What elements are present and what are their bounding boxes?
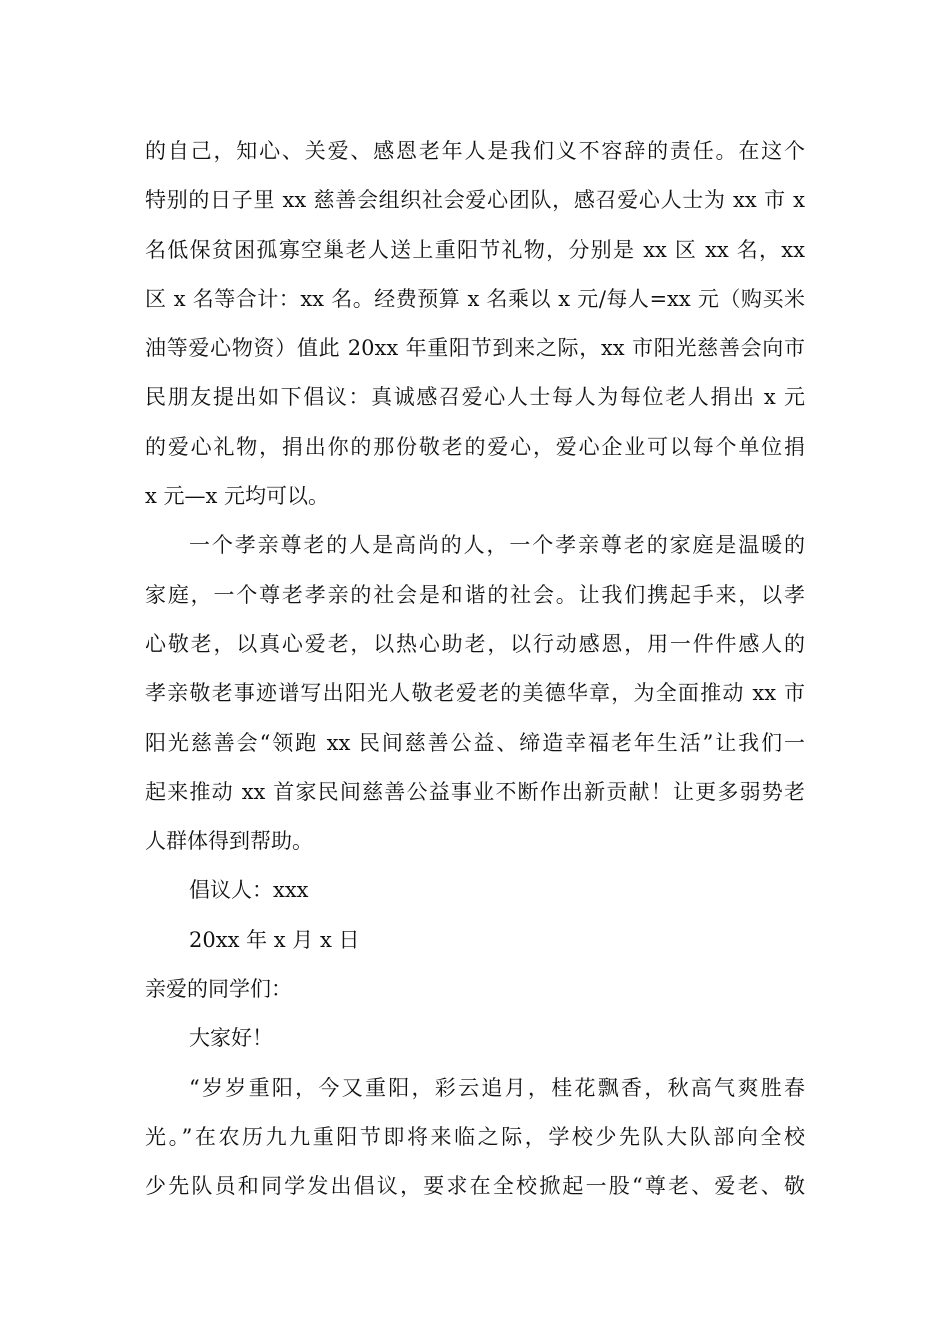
paragraph-2-line-1: 一个孝亲尊老的人是高尚的人，一个孝亲尊老的家庭是温暖的 bbox=[189, 533, 805, 558]
paragraph-2-line-4: 孝亲敬老事迹谱写出阳光人敬老爱老的美德华章，为全面推动 xx 市 bbox=[145, 681, 805, 706]
date-line: 20xx 年 x 月 x 日 bbox=[189, 927, 360, 952]
paragraph-2-line-6: 起来推动 xx 首家民间慈善公益事业不断作出新贡献！让更多弱势老 bbox=[145, 779, 805, 804]
paragraph-1-line-7: 的爱心礼物，捐出你的那份敬老的爱心，爱心企业可以每个单位捐 bbox=[145, 434, 805, 459]
paragraph-3-line-1: “岁岁重阳，今又重阳，彩云追月，桂花飘香，秋高气爽胜春 bbox=[189, 1075, 805, 1100]
salutation-line: 亲爱的同学们： bbox=[145, 977, 292, 1002]
paragraph-2-line-3: 心敬老，以真心爱老，以热心助老，以行动感恩，用一件件感人的 bbox=[145, 631, 805, 656]
document-body bbox=[145, 127, 805, 1212]
paragraph-1-line-5: 油等爱心物资）值此 20xx 年重阳节到来之际，xx 市阳光慈善会向市 bbox=[145, 336, 805, 361]
paragraph-2-line-2: 家庭，一个尊老孝亲的社会是和谐的社会。让我们携起手来，以孝 bbox=[145, 582, 805, 607]
paragraph-3-line-3: 少先队员和同学发出倡议，要求在全校掀起一股“尊老、爱老、敬 bbox=[145, 1174, 805, 1199]
paragraph-2-line-5: 阳光慈善会“领跑 xx 民间慈善公益、缔造幸福老年生活”让我们一 bbox=[145, 730, 805, 755]
paragraph-1-line-1: 的自己，知心、关爱、感恩老年人是我们义不容辞的责任。在这个 bbox=[145, 139, 805, 163]
signature-line: 倡议人：xxx bbox=[189, 878, 309, 903]
paragraph-3-line-2: 光。”在农历九九重阳节即将来临之际，学校少先队大队部向全校 bbox=[145, 1124, 805, 1149]
greeting-line: 大家好！ bbox=[189, 1026, 273, 1051]
paragraph-1-line-6: 民朋友提出如下倡议：真诚感召爱心人士每人为每位老人捐出 x 元 bbox=[145, 385, 805, 410]
paragraph-1-line-2: 特别的日子里 xx 慈善会组织社会爱心团队，感召爱心人士为 xx 市 x bbox=[145, 188, 805, 213]
paragraph-1-line-8: x 元—x 元均可以。 bbox=[145, 484, 330, 509]
paragraph-1-line-3: 名低保贫困孤寡空巢老人送上重阳节礼物，分别是 xx 区 xx 名，xx bbox=[145, 237, 805, 262]
paragraph-2-line-7: 人群体得到帮助。 bbox=[145, 829, 313, 854]
paragraph-1-line-4: 区 x 名等合计：xx 名。经费预算 x 名乘以 x 元/每人=xx 元（购买米 bbox=[145, 286, 805, 311]
